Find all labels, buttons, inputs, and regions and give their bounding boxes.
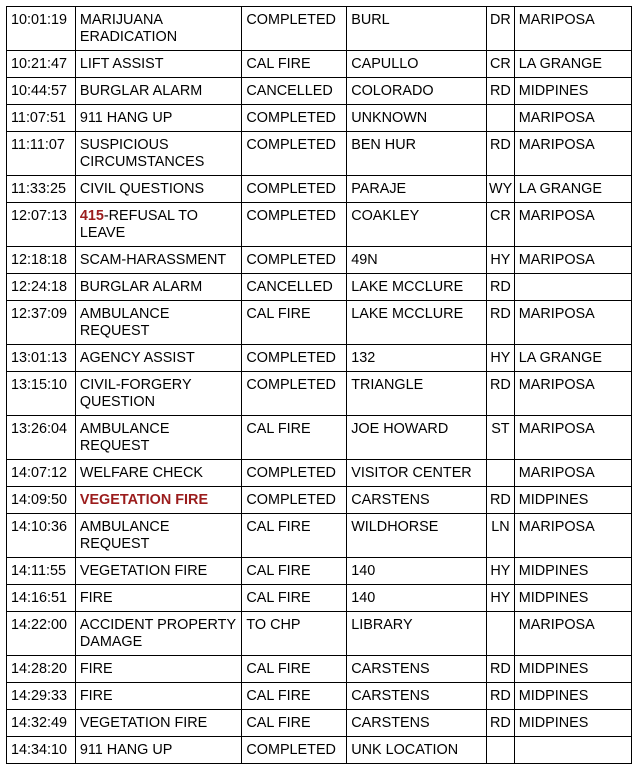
time-cell: 13:15:10 [7, 372, 76, 416]
time-cell: 13:26:04 [7, 416, 76, 460]
time-cell: 14:16:51 [7, 585, 76, 612]
street-suffix-cell: RD [487, 683, 515, 710]
city-cell: MARIPOSA [514, 203, 631, 247]
city-cell: LA GRANGE [514, 176, 631, 203]
city-cell: MARIPOSA [514, 514, 631, 558]
city-cell [514, 274, 631, 301]
table-row [7, 51, 632, 78]
street-cell: UNKNOWN [347, 105, 487, 132]
call-type-cell: CIVIL-FORGERY QUESTION [75, 372, 242, 416]
time-cell: 14:10:36 [7, 514, 76, 558]
street-cell: LIBRARY [347, 612, 487, 656]
call-type-cell [75, 487, 242, 514]
street-suffix-cell: RD [487, 132, 515, 176]
table-row [7, 105, 632, 132]
city-cell: MARIPOSA [514, 247, 631, 274]
city-cell: MIDPINES [514, 585, 631, 612]
street-suffix-cell: CR [487, 51, 515, 78]
status-cell: CAL FIRE [242, 301, 347, 345]
table-row [7, 301, 632, 345]
time-cell: 10:44:57 [7, 78, 76, 105]
table-row [7, 514, 632, 558]
street-cell: CAPULLO [347, 51, 487, 78]
call-type-cell: WELFARE CHECK [75, 460, 242, 487]
street-suffix-cell: HY [487, 558, 515, 585]
city-cell: MARIPOSA [514, 7, 631, 51]
street-suffix-cell: RD [487, 656, 515, 683]
table-row [7, 345, 632, 372]
city-cell: MIDPINES [514, 710, 631, 737]
status-cell: COMPLETED [242, 203, 347, 247]
status-cell: COMPLETED [242, 247, 347, 274]
time-cell: 10:01:19 [7, 7, 76, 51]
call-type-cell: SUSPICIOUS CIRCUMSTANCES [75, 132, 242, 176]
status-cell: CAL FIRE [242, 416, 347, 460]
time-cell: 14:29:33 [7, 683, 76, 710]
street-suffix-cell: CR [487, 203, 515, 247]
street-suffix-cell: RD [487, 372, 515, 416]
call-type-cell: MARIJUANA ERADICATION [75, 7, 242, 51]
street-cell: 140 [347, 585, 487, 612]
time-cell: 14:32:49 [7, 710, 76, 737]
street-suffix-cell: LN [487, 514, 515, 558]
street-cell: CARSTENS [347, 683, 487, 710]
table-row [7, 274, 632, 301]
street-suffix-cell: DR [487, 7, 515, 51]
city-cell: LA GRANGE [514, 51, 631, 78]
status-cell: CAL FIRE [242, 51, 347, 78]
time-cell: 14:22:00 [7, 612, 76, 656]
street-cell: WILDHORSE [347, 514, 487, 558]
call-log-body [7, 7, 632, 764]
street-suffix-cell: WY [487, 176, 515, 203]
street-suffix-cell: HY [487, 585, 515, 612]
call-type-highlight: 415 [79, 208, 104, 224]
street-cell: 140 [347, 558, 487, 585]
status-cell: COMPLETED [242, 487, 347, 514]
table-row [7, 710, 632, 737]
street-suffix-cell: ST [487, 416, 515, 460]
call-type-cell: AGENCY ASSIST [75, 345, 242, 372]
status-cell: CANCELLED [242, 274, 347, 301]
city-cell: MARIPOSA [514, 460, 631, 487]
table-row [7, 203, 632, 247]
call-type-cell: LIFT ASSIST [75, 51, 242, 78]
call-type-text: -REFUSAL TO LEAVE [79, 208, 198, 241]
city-cell: MARIPOSA [514, 132, 631, 176]
status-cell: CAL FIRE [242, 656, 347, 683]
street-cell: COLORADO [347, 78, 487, 105]
status-cell: CAL FIRE [242, 558, 347, 585]
time-cell: 13:01:13 [7, 345, 76, 372]
street-cell: JOE HOWARD [347, 416, 487, 460]
street-suffix-cell: HY [487, 247, 515, 274]
call-type-cell: 911 HANG UP [75, 105, 242, 132]
call-type-cell: AMBULANCE REQUEST [75, 301, 242, 345]
street-cell: VISITOR CENTER [347, 460, 487, 487]
table-row [7, 612, 632, 656]
status-cell: CAL FIRE [242, 683, 347, 710]
table-row [7, 683, 632, 710]
time-cell: 14:09:50 [7, 487, 76, 514]
status-cell: COMPLETED [242, 132, 347, 176]
street-cell: PARAJE [347, 176, 487, 203]
status-cell: COMPLETED [242, 7, 347, 51]
street-cell: CARSTENS [347, 710, 487, 737]
time-cell: 14:11:55 [7, 558, 76, 585]
table-row [7, 132, 632, 176]
city-cell: MARIPOSA [514, 301, 631, 345]
time-cell: 14:07:12 [7, 460, 76, 487]
time-cell: 12:37:09 [7, 301, 76, 345]
table-row [7, 247, 632, 274]
call-type-cell: SCAM-HARASSMENT [75, 247, 242, 274]
status-cell: CAL FIRE [242, 585, 347, 612]
street-cell: LAKE MCCLURE [347, 301, 487, 345]
street-suffix-cell: RD [487, 710, 515, 737]
time-cell: 12:24:18 [7, 274, 76, 301]
time-cell: 10:21:47 [7, 51, 76, 78]
street-cell: COAKLEY [347, 203, 487, 247]
street-suffix-cell: RD [487, 78, 515, 105]
call-type-cell: 911 HANG UP [75, 737, 242, 764]
time-cell: 14:28:20 [7, 656, 76, 683]
city-cell [514, 737, 631, 764]
time-cell: 11:11:07 [7, 132, 76, 176]
time-cell: 11:33:25 [7, 176, 76, 203]
street-cell: 132 [347, 345, 487, 372]
table-row [7, 737, 632, 764]
call-type-cell: AMBULANCE REQUEST [75, 416, 242, 460]
city-cell: MIDPINES [514, 78, 631, 105]
call-type-cell: BURGLAR ALARM [75, 78, 242, 105]
call-type-highlight: VEGETATION FIRE [79, 492, 209, 508]
city-cell: MIDPINES [514, 683, 631, 710]
table-row [7, 558, 632, 585]
call-log-table [6, 6, 632, 764]
call-type-cell: CIVIL QUESTIONS [75, 176, 242, 203]
status-cell: CAL FIRE [242, 710, 347, 737]
call-type-cell: AMBULANCE REQUEST [75, 514, 242, 558]
table-row [7, 487, 632, 514]
city-cell: MIDPINES [514, 487, 631, 514]
city-cell: MARIPOSA [514, 612, 631, 656]
call-type-cell: FIRE [75, 585, 242, 612]
street-suffix-cell: RD [487, 274, 515, 301]
city-cell: MIDPINES [514, 558, 631, 585]
status-cell: COMPLETED [242, 105, 347, 132]
city-cell: LA GRANGE [514, 345, 631, 372]
table-row [7, 460, 632, 487]
status-cell: CAL FIRE [242, 514, 347, 558]
street-suffix-cell [487, 460, 515, 487]
status-cell: COMPLETED [242, 372, 347, 416]
call-type-cell: ACCIDENT PROPERTY DAMAGE [75, 612, 242, 656]
status-cell: COMPLETED [242, 176, 347, 203]
street-suffix-cell [487, 612, 515, 656]
table-row [7, 372, 632, 416]
street-cell: LAKE MCCLURE [347, 274, 487, 301]
call-type-cell: FIRE [75, 656, 242, 683]
call-type-cell: FIRE [75, 683, 242, 710]
street-suffix-cell [487, 737, 515, 764]
status-cell: COMPLETED [242, 345, 347, 372]
call-type-cell: BURGLAR ALARM [75, 274, 242, 301]
table-row [7, 585, 632, 612]
street-suffix-cell [487, 105, 515, 132]
table-row [7, 78, 632, 105]
street-cell: CARSTENS [347, 656, 487, 683]
status-cell: CANCELLED [242, 78, 347, 105]
time-cell: 11:07:51 [7, 105, 76, 132]
table-row [7, 7, 632, 51]
call-type-cell: VEGETATION FIRE [75, 710, 242, 737]
street-cell: BURL [347, 7, 487, 51]
street-suffix-cell: RD [487, 301, 515, 345]
street-suffix-cell: RD [487, 487, 515, 514]
street-cell: UNK LOCATION [347, 737, 487, 764]
city-cell: MIDPINES [514, 656, 631, 683]
city-cell: MARIPOSA [514, 105, 631, 132]
street-suffix-cell: HY [487, 345, 515, 372]
status-cell: COMPLETED [242, 460, 347, 487]
time-cell: 12:18:18 [7, 247, 76, 274]
status-cell: TO CHP [242, 612, 347, 656]
city-cell: MARIPOSA [514, 372, 631, 416]
street-cell: 49N [347, 247, 487, 274]
street-cell: CARSTENS [347, 487, 487, 514]
time-cell: 14:34:10 [7, 737, 76, 764]
time-cell: 12:07:13 [7, 203, 76, 247]
city-cell: MARIPOSA [514, 416, 631, 460]
street-cell: BEN HUR [347, 132, 487, 176]
table-row [7, 176, 632, 203]
call-type-cell [75, 203, 242, 247]
table-row [7, 656, 632, 683]
call-type-cell: VEGETATION FIRE [75, 558, 242, 585]
status-cell: COMPLETED [242, 737, 347, 764]
table-row [7, 416, 632, 460]
street-cell: TRIANGLE [347, 372, 487, 416]
